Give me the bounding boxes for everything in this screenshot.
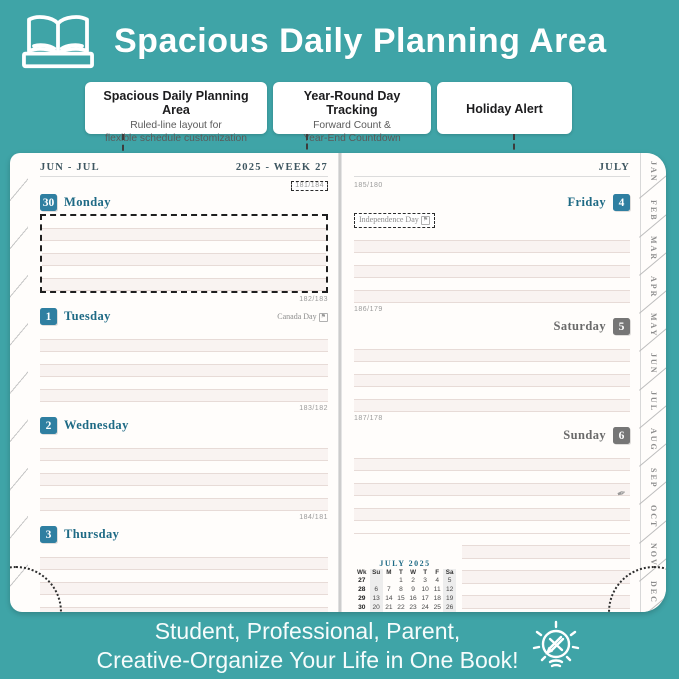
ruled-lines [40,327,328,402]
right-page-header [354,162,630,177]
ruled-line [40,499,328,512]
day-name: Thursday [64,527,120,541]
day-label-row [40,524,328,545]
mini-calendar-cell: 12 [443,585,456,594]
callout-title: Spacious Daily Planning Area [103,89,249,117]
tab-feb [641,191,666,229]
mini-calendar-cell: 26 [443,603,456,612]
footer-text: Student, Professional, Parent, Creative-Organize Your Life in One Book! [96,617,519,673]
ruled-lines [354,446,630,534]
mini-calendar-header: T [423,569,428,576]
day-number-chip: 5 [613,318,630,335]
day-label-row [354,425,630,446]
ruled-line [354,350,630,363]
ruled-line [42,279,326,292]
ruled-line [354,291,630,304]
ruled-line [354,400,630,413]
mini-calendar-cell: 14 [385,595,393,602]
ruled-line [354,509,630,522]
ruled-line [40,327,328,340]
ruled-line [354,521,630,534]
ruled-lines [40,436,328,511]
mini-calendar-row [354,585,456,594]
mini-calendar-row [354,603,456,612]
tab-label: AUG [649,427,658,452]
banner [0,0,679,82]
ruled-line [40,595,328,608]
holiday-label [277,312,328,322]
ruled-line [40,486,328,499]
mini-calendar-cell: 25 [433,604,441,611]
callout-title: Year-Round Day Tracking [303,89,401,117]
week-label: 2025 - WEEK 27 [235,162,328,173]
mini-calendar-cell: 24 [421,604,429,611]
tab-label: MAR [649,236,658,262]
day-name: Tuesday [64,309,111,323]
mini-calendar-table [354,569,456,612]
tab-mar [641,230,666,268]
ruled-line [354,278,630,291]
tab-jun [641,344,666,382]
tab-oct [641,497,666,535]
mini-calendar-header-row [354,569,456,576]
ruled-line [40,558,328,571]
tab-jul [641,383,666,421]
ruled-line [40,461,328,474]
tab-label: MAY [649,312,658,338]
mini-calendar-cell: 16 [409,595,417,602]
flag-icon: ⚑ [320,313,326,320]
ruled-line [42,254,326,267]
ruled-lines [40,545,328,612]
mini-calendar-cell: 4 [435,577,440,584]
day-count: 183/182 [299,405,328,412]
ruled-line [354,471,630,484]
mini-calendar-cell: 11 [433,586,441,593]
ruled-line [354,266,630,279]
day-count-row [40,179,328,192]
mini-calendar-cell: 28 [358,586,366,593]
mini-calendar-header: Sa [443,569,456,576]
day-block-monday [40,179,328,293]
mini-calendar-cell: 7 [387,586,391,593]
day-number-chip: 2 [40,417,57,434]
ruled-line [40,583,328,596]
day-count-row [40,511,328,524]
callout-day-tracking [273,82,431,145]
day-count: 186/179 [354,306,383,313]
ruled-line [40,545,328,558]
ruled-line [354,387,630,400]
footer-banner [0,612,679,679]
holiday-row [354,213,630,228]
mini-calendar-header: F [435,569,440,576]
day-label-row [40,192,328,213]
ruled-line [462,571,630,584]
day-label-row [354,316,630,337]
day-name: Saturday [553,319,606,333]
mini-calendar-cell: 18 [433,595,441,602]
day-count: 182/183 [299,296,328,303]
tab-label: DEC [649,581,658,605]
bottom-row [354,534,630,613]
mini-calendar-cell: 29 [358,595,366,602]
mini-calendar-cell: 15 [397,595,405,602]
day-count: 185/180 [354,182,383,189]
ruled-lines [462,534,630,613]
mini-calendar-cell: 2 [411,577,415,584]
tab-label: SEP [649,467,658,489]
ruled-line [40,390,328,403]
day-block-wednesday [40,402,328,511]
mini-calendar-cell: 19 [443,594,456,603]
mini-calendar-cell: 22 [397,604,405,611]
day-count: 181/184 [291,181,328,191]
mini-calendar-cell [383,576,395,585]
mini-calendar [354,559,456,612]
day-number-chip: 6 [613,427,630,444]
left-page [28,153,338,612]
day-block-saturday [354,303,630,412]
ruled-line [42,229,326,242]
tab-sep [641,459,666,497]
mini-calendar-cell: 27 [358,577,366,584]
day-name: Sunday [563,428,606,442]
ruled-lines [40,214,328,293]
quill-icon: ✒ [615,486,628,502]
callout-subtitle: Forward Count & Year-End Countdown [303,120,401,145]
tab-label: OCT [649,504,658,529]
ruled-line [462,584,630,597]
mini-calendar-header: W [410,569,417,576]
tab-aug [641,421,666,459]
mini-calendar-row [354,594,456,603]
ruled-line [40,474,328,487]
mini-calendar-cell: 9 [411,586,415,593]
tab-label: NOV [649,542,658,567]
mini-calendar-cell [370,576,383,585]
day-count-row [40,402,328,415]
mini-calendar-cell: 17 [421,595,429,602]
mini-calendar-cell: 23 [409,604,417,611]
day-block-tuesday [40,293,328,402]
callout-title: Holiday Alert [466,101,543,116]
day-count-row [354,303,630,316]
day-number-chip: 4 [613,194,630,211]
day-label-row [40,306,328,327]
left-page-header [40,162,328,177]
mini-calendar-row [354,576,456,585]
holiday-name: Independence Day [359,215,421,224]
mini-calendar-title: JULY 2025 [379,559,431,568]
ruled-line [354,241,630,254]
ruled-line [462,546,630,559]
mini-calendar-cell: 6 [370,585,383,594]
mini-calendar-header: M [386,569,392,576]
day-count: 187/178 [354,415,383,422]
tab-label: APR [649,275,658,299]
page-title: Spacious Daily Planning Area [114,21,607,60]
ruled-line [40,436,328,449]
ruled-line [40,377,328,390]
day-count: 184/181 [299,514,328,521]
mini-calendar-cell: 8 [399,586,403,593]
ruled-line [40,449,328,462]
ruled-line [462,534,630,547]
ruled-line [40,570,328,583]
day-label-row [40,415,328,436]
flag-icon: ⚑ [422,217,429,223]
planner-spread [10,153,666,612]
mini-calendar-cell: 21 [385,604,393,611]
holiday-name: Canada Day [277,311,319,321]
day-count-row [40,293,328,306]
month-range: JUN - JUL [40,162,100,173]
ruled-lines [354,337,630,412]
right-page [342,153,640,612]
tab-label: JUN [649,352,658,375]
tab-jan [641,153,666,191]
page-edge-stripes [10,153,28,612]
ruled-line [354,337,630,350]
day-number-chip: 30 [40,194,57,211]
month-tabs [640,153,666,612]
day-name: Monday [64,195,111,209]
callout-spacious-area [85,82,267,145]
ruled-line [40,340,328,353]
ruled-line [354,496,630,509]
day-number-chip: 1 [40,308,57,325]
day-block-sunday [354,412,630,534]
ruled-line [354,446,630,459]
mini-calendar-header: Wk [357,569,367,576]
ruled-line [42,266,326,279]
ruled-line [354,228,630,241]
mini-calendar-cell: 10 [421,586,429,593]
ruled-line [354,362,630,375]
day-name: Wednesday [64,418,129,432]
mini-calendar-cell: 13 [370,594,383,603]
ruled-line [462,559,630,572]
open-book-icon [16,12,100,70]
day-label-row [354,192,630,213]
ruled-line [354,253,630,266]
ruled-line [40,365,328,378]
mini-calendar-cell: 20 [370,603,383,612]
ruled-line [354,459,630,472]
ruled-line [462,596,630,609]
ruled-line [42,216,326,229]
mini-calendar-header: T [399,569,403,576]
ruled-line [40,352,328,365]
tab-apr [641,268,666,306]
tab-label: FEB [649,199,658,222]
day-count-row [354,179,630,192]
tab-label: JAN [649,161,658,183]
day-count-row [354,412,630,425]
ruled-line [42,241,326,254]
ruled-lines [354,228,630,303]
mini-calendar-cell: 5 [443,576,456,585]
day-number-chip: 3 [40,526,57,543]
ruled-line [354,375,630,388]
day-name: Friday [567,195,606,209]
callout-holiday-alert [437,82,572,134]
tab-may [641,306,666,344]
ruled-line [354,484,630,497]
holiday-alert-box [354,213,435,228]
tab-label: JUL [649,391,658,413]
callout-subtitle: Ruled-line layout for flexible schedule customization [105,120,247,145]
mini-calendar-cell: 30 [358,604,366,611]
mini-calendar-cell: 3 [423,577,427,584]
mini-calendar-header: Su [370,569,383,576]
day-block-friday [354,179,630,303]
day-block-thursday [40,511,328,612]
mini-calendar-cell: 1 [399,577,403,584]
idea-bulb-icon [530,618,582,674]
month-label: JULY [598,162,630,173]
